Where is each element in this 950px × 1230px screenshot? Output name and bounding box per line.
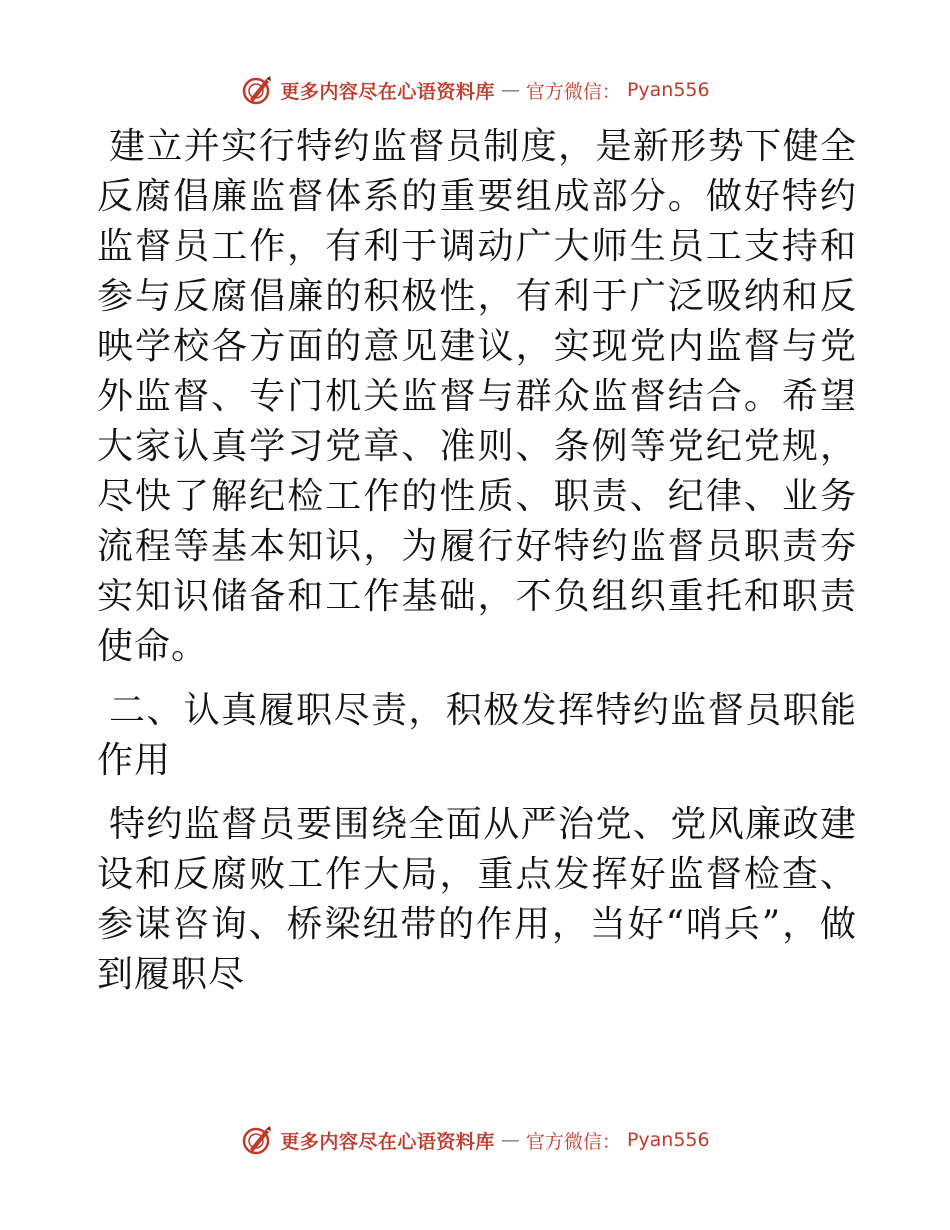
section-heading: 二、认真履职尽责，积极发挥特约监督员职能作用 (97, 690, 857, 781)
pen-logo-icon (240, 73, 274, 107)
watermark-dash: — (500, 79, 520, 101)
watermark-contact-id: Pyan556 (626, 79, 710, 101)
watermark-contact-id: Pyan556 (626, 1129, 710, 1151)
watermark-dash: — (500, 1129, 520, 1151)
watermark-contact-label: 官方微信： (525, 80, 621, 103)
watermark-title: 更多内容尽在心语资料库 (280, 1130, 495, 1153)
header-watermark (0, 73, 950, 107)
watermark-contact-label: 官方微信： (525, 1130, 621, 1153)
watermark-title: 更多内容尽在心语资料库 (280, 80, 495, 103)
paragraph-section-two: 特约监督员要围绕全面从严治党、党风廉政建设和反腐败工作大局，重点发挥好监督检查、参谋咨询、桥梁纽带的作用，当好“哨兵”，做到履职尽 (97, 804, 857, 995)
paragraph-intro: 建立并实行特约监督员制度，是新形势下健全反腐倡廉监督体系的重要组成部分。做好特约监督员工作，有利于调动广大师生员工支持和参与反腐倡廉的积极性，有利于广泛吸纳和反映学校各方面的意见建议，实现党内监督与党外监督、专门机关监督与群众监督结合。希望大家认真学习党章、准则、条例等党纪党规，尽快了解纪检工作的性质、职责、纪律、业务流程等基本知识，为履行好特约监督员职责夯实知识储备和工作基础，不负组织重托和职责使命。 (97, 126, 857, 667)
pen-logo-icon (240, 1123, 274, 1157)
document-body (97, 122, 857, 1000)
footer-watermark (0, 1123, 950, 1157)
